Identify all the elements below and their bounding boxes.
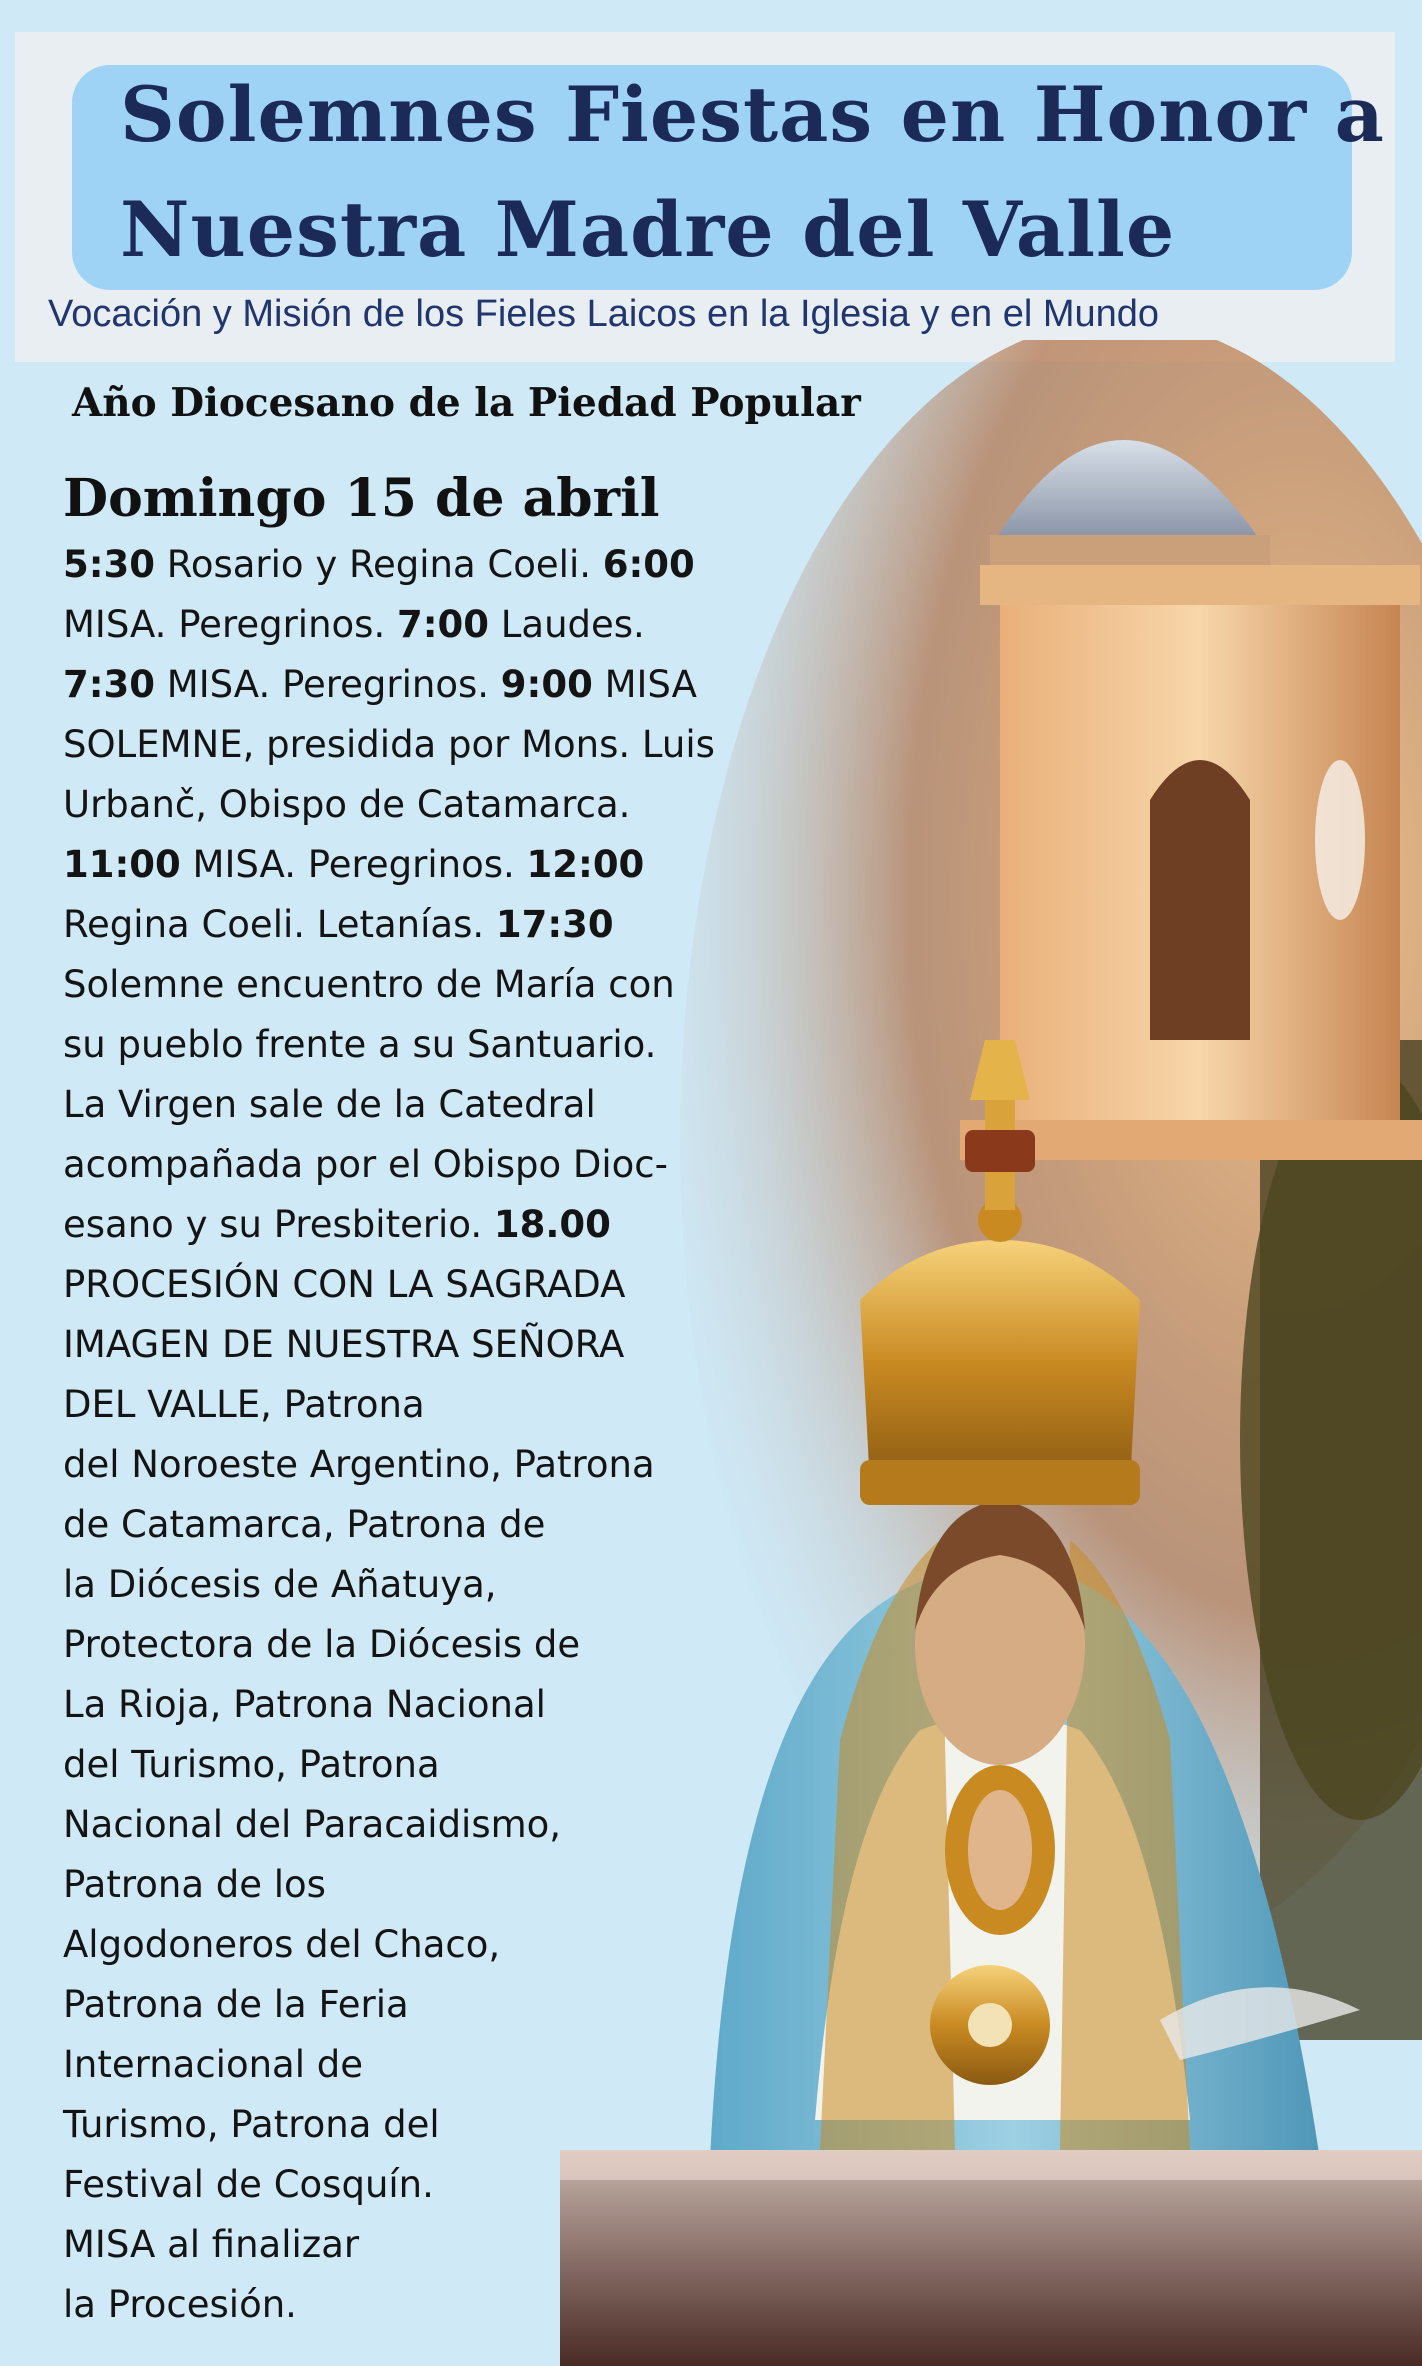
schedule-time: 6:00 bbox=[602, 543, 695, 586]
schedule-text-segment: IMAGEN DE NUESTRA SEÑORA bbox=[63, 1323, 625, 1366]
schedule-text-segment: PROCESIÓN CON LA SAGRADA bbox=[63, 1263, 626, 1306]
schedule-text-segment: Solemne encuentro de María con bbox=[63, 963, 675, 1006]
schedule-text-segment: Turismo, Patrona del bbox=[63, 2103, 440, 2146]
schedule-time: 17:30 bbox=[495, 903, 614, 946]
schedule-text-segment: acompañada por el Obispo Dioc- bbox=[63, 1143, 668, 1186]
schedule-text-segment: La Virgen sale de la Catedral bbox=[63, 1083, 596, 1126]
schedule-time: 9:00 bbox=[500, 663, 593, 706]
schedule-text-segment: MISA bbox=[592, 663, 697, 706]
schedule-text-segment: MISA. Peregrinos. bbox=[155, 663, 501, 706]
schedule-text-segment: la Diócesis de Añatuya, bbox=[63, 1563, 497, 1606]
schedule-text-segment: La Rioja, Patrona Nacional bbox=[63, 1683, 546, 1726]
schedule-text-segment: la Procesión. bbox=[63, 2283, 297, 2326]
day-heading: Domingo 15 de abril bbox=[63, 468, 660, 529]
page-title-line-1: Solemnes Fiestas en Honor a bbox=[120, 70, 1385, 159]
page-subtitle: Vocación y Misión de los Fieles Laicos en la Iglesia y en el Mundo bbox=[48, 293, 1160, 335]
schedule-time: 7:30 bbox=[63, 663, 156, 706]
schedule-text-segment: Festival de Cosquín. bbox=[63, 2163, 434, 2206]
schedule-text-segment: del Turismo, Patrona bbox=[63, 1743, 440, 1786]
page-title-line-2: Nuestra Madre del Valle bbox=[120, 185, 1176, 274]
schedule-time: 7:00 bbox=[396, 603, 490, 646]
schedule-text-segment: DEL VALLE, Patrona bbox=[63, 1383, 425, 1426]
schedule-text-segment: Algodoneros del Chaco, bbox=[63, 1923, 501, 1966]
schedule-text-segment: Regina Coeli. Letanías. bbox=[63, 903, 496, 946]
schedule-text-segment: MISA. Peregrinos. bbox=[63, 603, 397, 646]
schedule-text-segment: Urbanč, Obispo de Catamarca. bbox=[63, 783, 631, 826]
schedule-text-segment: esano y su Presbiterio. bbox=[63, 1203, 494, 1246]
schedule-text-segment: Rosario y Regina Coeli. bbox=[155, 543, 603, 586]
schedule-text-segment: del Noroeste Argentino, Patrona bbox=[63, 1443, 655, 1486]
virgin-del-valle-photo bbox=[560, 340, 1422, 2366]
schedule-time: 12:00 bbox=[526, 843, 645, 886]
schedule-text-segment: MISA al finalizar bbox=[63, 2223, 360, 2266]
schedule-text-segment: Laudes. bbox=[489, 603, 645, 646]
year-label: Año Diocesano de la Piedad Popular bbox=[72, 380, 861, 426]
schedule-text-segment: MISA. Peregrinos. bbox=[180, 843, 527, 886]
schedule-text-segment: SOLEMNE, presidida por Mons. Luis bbox=[63, 723, 715, 766]
schedule-text-segment: Patrona de la Feria bbox=[63, 1983, 409, 2026]
schedule-text-segment: Nacional del Paracaidismo, bbox=[63, 1803, 562, 1846]
schedule-text-segment: Protectora de la Diócesis de bbox=[63, 1623, 581, 1666]
schedule-time: 11:00 bbox=[63, 843, 181, 886]
schedule-time: 5:30 bbox=[63, 543, 156, 586]
schedule-time: 18.00 bbox=[493, 1203, 611, 1246]
schedule-text-segment: Internacional de bbox=[63, 2043, 363, 2086]
schedule-text-segment: de Catamarca, Patrona de bbox=[63, 1503, 546, 1546]
schedule-text-segment: Patrona de los bbox=[63, 1863, 326, 1906]
schedule-text-segment: su pueblo frente a su Santuario. bbox=[63, 1023, 657, 1066]
